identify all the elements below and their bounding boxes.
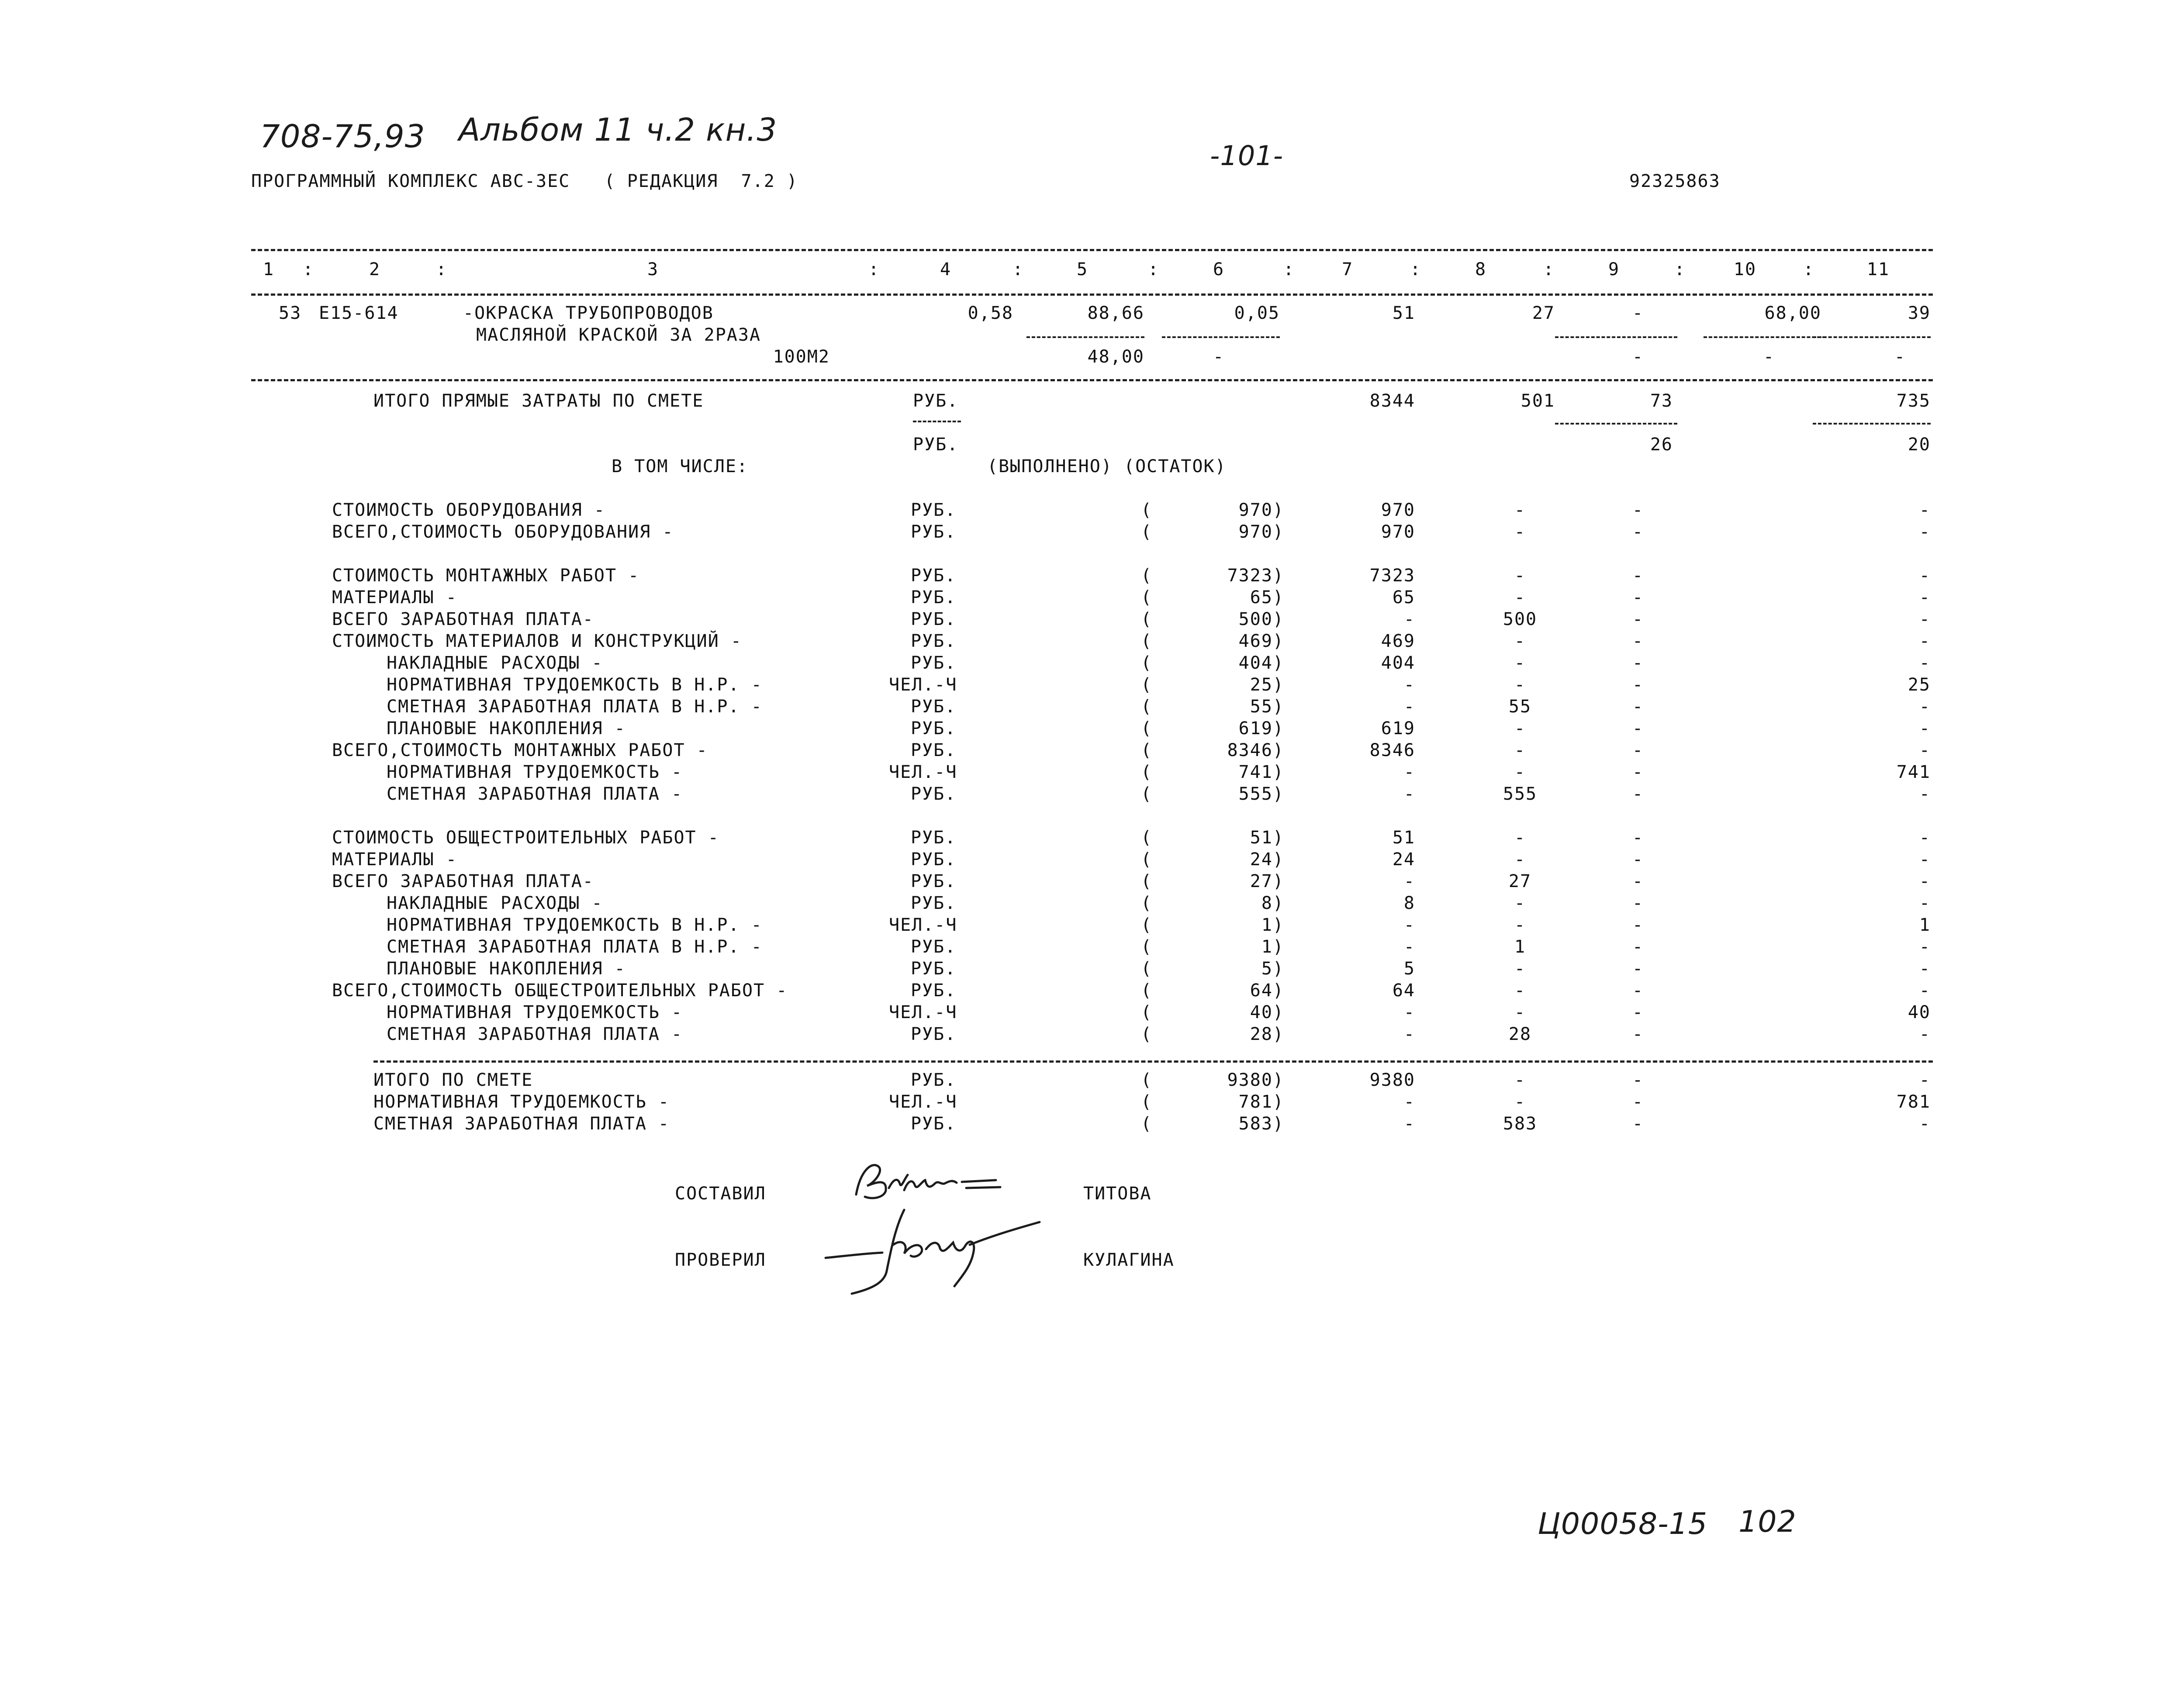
row-label: ВСЕГО,СТОИМОСТЬ МОНТАЖНЫХ РАБОТ -: [332, 740, 708, 760]
row-label: СТОИМОСТЬ МОНТАЖНЫХ РАБОТ -: [332, 566, 640, 586]
row-label: СМЕТНАЯ ЗАРАБОТНАЯ ПЛАТА В Н.Р. -: [387, 697, 763, 717]
row-done-value: 404): [1238, 653, 1284, 673]
row-col-8: -: [1514, 653, 1526, 673]
final-row-unit: ЧЕЛ.-Ч: [889, 1092, 957, 1112]
row-done-value: 55): [1250, 697, 1284, 717]
final-row-col-7: -: [1403, 1092, 1415, 1112]
row-col-11: -: [1919, 850, 1931, 870]
final-row-label: СМЕТНАЯ ЗАРАБОТНАЯ ПЛАТА -: [373, 1114, 670, 1134]
row-open-paren: (: [1141, 762, 1153, 782]
row-col-7: 51: [1392, 828, 1415, 848]
final-row-col-7: 9380: [1369, 1070, 1415, 1090]
row-col-7: -: [1403, 1024, 1415, 1044]
row-col-8: -: [1514, 981, 1526, 1001]
item-col-11-second: -: [1894, 347, 1906, 367]
compiled-label: СОСТАВИЛ: [675, 1184, 766, 1204]
subtotal-divider: [1555, 336, 1677, 338]
row-col-11: -: [1919, 981, 1931, 1001]
item-name-line-2: МАСЛЯНОЙ КРАСКОЙ ЗА 2РАЗА: [476, 325, 761, 345]
row-unit: РУБ.: [911, 1024, 957, 1044]
row-unit: ЧЕЛ.-Ч: [889, 915, 957, 935]
divider: [251, 379, 1933, 381]
column-header-11: 11: [1866, 259, 1890, 280]
row-open-paren: (: [1141, 784, 1153, 804]
row-done-value: 25): [1250, 675, 1284, 695]
row-open-paren: (: [1141, 959, 1153, 979]
row-label: СМЕТНАЯ ЗАРАБОТНАЯ ПЛАТА -: [387, 784, 683, 804]
direct-costs-unit-2: РУБ.: [913, 435, 959, 455]
row-done-value: 555): [1238, 784, 1284, 804]
row-col-11: -: [1919, 587, 1931, 608]
row-unit: РУБ.: [911, 828, 957, 848]
item-col-10-second: -: [1763, 347, 1775, 367]
row-open-paren: (: [1141, 1002, 1153, 1022]
subtotal-divider: [1555, 423, 1677, 425]
row-col-7: -: [1403, 675, 1415, 695]
subtotal-divider: [1704, 336, 1826, 338]
row-unit: ЧЕЛ.-Ч: [889, 1002, 957, 1022]
row-unit: РУБ.: [911, 609, 957, 629]
row-col-11: 40: [1908, 1002, 1931, 1022]
row-open-paren: (: [1141, 893, 1153, 913]
row-col-11: -: [1919, 871, 1931, 891]
column-separator: :: [1674, 259, 1686, 280]
final-row-col-8: -: [1514, 1070, 1526, 1090]
in-that-number-label: В ТОМ ЧИСЛЕ:: [612, 456, 748, 477]
column-header-9: 9: [1608, 259, 1620, 280]
row-col-7: 24: [1392, 850, 1415, 870]
row-label: СТОИМОСТЬ МАТЕРИАЛОВ И КОНСТРУКЦИЙ -: [332, 631, 742, 651]
column-header-1: 1: [263, 259, 275, 280]
row-col-8: -: [1514, 718, 1526, 739]
final-row-col-9: -: [1632, 1114, 1644, 1134]
row-col-8: 555: [1503, 784, 1538, 804]
row-done-value: 619): [1238, 718, 1284, 739]
row-col-11: -: [1919, 697, 1931, 717]
row-col-9: -: [1632, 740, 1644, 760]
row-col-11: -: [1919, 893, 1931, 913]
column-separator: :: [1013, 259, 1024, 280]
column-separator: :: [1803, 259, 1815, 280]
row-label: СТОИМОСТЬ ОБЩЕСТРОИТЕЛЬНЫХ РАБОТ -: [332, 828, 719, 848]
handwritten-doc-number: 708-75,93: [260, 118, 425, 155]
program-header: ПРОГРАММНЫЙ КОМПЛЕКС АВС-3ЕС ( РЕДАКЦИЯ 7.2 ): [251, 171, 798, 191]
row-open-paren: (: [1141, 500, 1153, 520]
row-col-7: -: [1403, 609, 1415, 629]
row-done-value: 40): [1250, 1002, 1284, 1022]
row-unit: РУБ.: [911, 784, 957, 804]
final-row-col-9: -: [1632, 1092, 1644, 1112]
subtotal-divider: [1813, 336, 1931, 338]
row-label: ВСЕГО ЗАРАБОТНАЯ ПЛАТА-: [332, 871, 594, 891]
direct-costs-col-9-second: 26: [1650, 435, 1673, 455]
program-code: 92325863: [1629, 171, 1721, 191]
unit-divider: [913, 421, 961, 422]
row-label: НОРМАТИВНАЯ ТРУДОЕМКОСТЬ В Н.Р. -: [387, 675, 763, 695]
row-col-9: -: [1632, 697, 1644, 717]
row-done-value: 8): [1261, 893, 1284, 913]
row-label: МАТЕРИАЛЫ -: [332, 850, 457, 870]
row-col-11: -: [1919, 609, 1931, 629]
row-col-11: -: [1919, 522, 1931, 542]
row-col-8: -: [1514, 675, 1526, 695]
item-unit: 100М2: [773, 347, 830, 367]
row-col-8: -: [1514, 587, 1526, 608]
row-open-paren: (: [1141, 718, 1153, 739]
row-col-7: 469: [1381, 631, 1415, 651]
row-col-8: -: [1514, 740, 1526, 760]
row-col-9: -: [1632, 587, 1644, 608]
item-col-10: 68,00: [1764, 303, 1821, 323]
row-col-9: -: [1632, 762, 1644, 782]
final-row-col-11: 781: [1896, 1092, 1931, 1112]
direct-costs-col-11: 735: [1896, 391, 1931, 411]
row-col-7: -: [1403, 697, 1415, 717]
row-done-value: 7323): [1227, 566, 1284, 586]
final-row-open-paren: (: [1141, 1070, 1153, 1090]
column-header-2: 2: [369, 259, 381, 280]
row-col-7: -: [1403, 871, 1415, 891]
row-open-paren: (: [1141, 609, 1153, 629]
row-open-paren: (: [1141, 915, 1153, 935]
row-col-9: -: [1632, 850, 1644, 870]
item-col-11: 39: [1908, 303, 1931, 323]
checked-name: КУЛАГИНА: [1083, 1250, 1175, 1270]
row-done-value: 28): [1250, 1024, 1284, 1044]
row-label: СМЕТНАЯ ЗАРАБОТНАЯ ПЛАТА В Н.Р. -: [387, 937, 763, 957]
final-row-open-paren: (: [1141, 1114, 1153, 1134]
row-col-9: -: [1632, 937, 1644, 957]
row-col-11: -: [1919, 718, 1931, 739]
divider: [251, 249, 1933, 251]
item-col-4: 0,58: [968, 303, 1013, 323]
row-label: МАТЕРИАЛЫ -: [332, 587, 457, 608]
row-label: НАКЛАДНЫЕ РАСХОДЫ -: [387, 893, 603, 913]
row-col-7: -: [1403, 915, 1415, 935]
row-col-9: -: [1632, 675, 1644, 695]
row-col-7: 5: [1403, 959, 1415, 979]
column-header-10: 10: [1733, 259, 1757, 280]
final-row-col-7: -: [1403, 1114, 1415, 1134]
done-remain-label: (ВЫПОЛНЕНО) (ОСТАТОК): [987, 456, 1227, 477]
row-unit: РУБ.: [911, 522, 957, 542]
row-col-7: 970: [1381, 500, 1415, 520]
row-col-7: 404: [1381, 653, 1415, 673]
final-row-done-value: 583): [1238, 1114, 1284, 1134]
row-done-value: 24): [1250, 850, 1284, 870]
subtotal-divider: [1026, 336, 1144, 338]
final-row-col-11: -: [1919, 1070, 1931, 1090]
row-unit: РУБ.: [911, 697, 957, 717]
item-col-6-second: -: [1213, 347, 1225, 367]
row-col-8: -: [1514, 566, 1526, 586]
column-separator: :: [1283, 259, 1295, 280]
row-done-value: 5): [1261, 959, 1284, 979]
final-row-done-value: 781): [1238, 1092, 1284, 1112]
row-col-11: -: [1919, 631, 1931, 651]
row-col-11: -: [1919, 740, 1931, 760]
checked-label: ПРОВЕРИЛ: [675, 1250, 766, 1270]
row-unit: РУБ.: [911, 850, 957, 870]
row-col-9: -: [1632, 893, 1644, 913]
row-col-7: 619: [1381, 718, 1415, 739]
row-done-value: 64): [1250, 981, 1284, 1001]
row-open-paren: (: [1141, 937, 1153, 957]
column-separator: :: [1148, 259, 1160, 280]
row-done-value: 970): [1238, 500, 1284, 520]
row-open-paren: (: [1141, 1024, 1153, 1044]
row-col-9: -: [1632, 871, 1644, 891]
row-col-8: -: [1514, 850, 1526, 870]
row-col-8: 500: [1503, 609, 1538, 629]
handwritten-page-number: -101-: [1210, 140, 1284, 172]
row-col-9: -: [1632, 981, 1644, 1001]
row-col-9: -: [1632, 959, 1644, 979]
row-open-paren: (: [1141, 587, 1153, 608]
row-col-11: -: [1919, 828, 1931, 848]
row-col-9: -: [1632, 784, 1644, 804]
row-col-11: 741: [1896, 762, 1931, 782]
row-label: НОРМАТИВНАЯ ТРУДОЕМКОСТЬ -: [387, 762, 683, 782]
handwritten-bottom-page: 102: [1738, 1505, 1797, 1539]
row-col-8: -: [1514, 762, 1526, 782]
item-col-5: 88,66: [1087, 303, 1144, 323]
row-open-paren: (: [1141, 828, 1153, 848]
row-open-paren: (: [1141, 850, 1153, 870]
row-col-11: -: [1919, 784, 1931, 804]
row-unit: РУБ.: [911, 718, 957, 739]
row-unit: РУБ.: [911, 893, 957, 913]
item-col-9: -: [1632, 303, 1644, 323]
direct-costs-col-8: 501: [1521, 391, 1555, 411]
row-col-8: -: [1514, 893, 1526, 913]
divider: [373, 1060, 1933, 1063]
subtotal-divider: [1162, 336, 1280, 338]
row-col-7: 7323: [1369, 566, 1415, 586]
row-open-paren: (: [1141, 653, 1153, 673]
row-col-7: 970: [1381, 522, 1415, 542]
row-open-paren: (: [1141, 871, 1153, 891]
row-col-8: -: [1514, 959, 1526, 979]
row-open-paren: (: [1141, 675, 1153, 695]
row-open-paren: (: [1141, 566, 1153, 586]
row-col-11: -: [1919, 1024, 1931, 1044]
direct-costs-unit: РУБ.: [913, 391, 959, 411]
direct-costs-col-9: 73: [1650, 391, 1673, 411]
row-open-paren: (: [1141, 697, 1153, 717]
column-header-3: 3: [647, 259, 659, 280]
row-col-7: 8: [1403, 893, 1415, 913]
row-label: ВСЕГО ЗАРАБОТНАЯ ПЛАТА-: [332, 609, 594, 629]
row-col-8: 27: [1508, 871, 1532, 891]
row-label: ПЛАНОВЫЕ НАКОПЛЕНИЯ -: [387, 718, 626, 739]
row-col-7: 64: [1392, 981, 1415, 1001]
column-separator: :: [436, 259, 448, 280]
row-col-8: -: [1514, 631, 1526, 651]
final-row-done-value: 9380): [1227, 1070, 1284, 1090]
row-unit: РУБ.: [911, 566, 957, 586]
direct-costs-label: ИТОГО ПРЯМЫЕ ЗАТРАТЫ ПО СМЕТЕ: [373, 391, 704, 411]
row-col-7: -: [1403, 784, 1415, 804]
row-done-value: 65): [1250, 587, 1284, 608]
row-label: НОРМАТИВНАЯ ТРУДОЕМКОСТЬ -: [387, 1002, 683, 1022]
row-unit: РУБ.: [911, 937, 957, 957]
row-col-7: -: [1403, 937, 1415, 957]
row-done-value: 741): [1238, 762, 1284, 782]
item-number: 53: [279, 303, 302, 323]
item-col-9-second: -: [1632, 347, 1644, 367]
row-unit: РУБ.: [911, 740, 957, 760]
row-col-11: -: [1919, 959, 1931, 979]
subtotal-divider: [1813, 423, 1931, 425]
row-unit: ЧЕЛ.-Ч: [889, 675, 957, 695]
row-col-7: -: [1403, 1002, 1415, 1022]
row-done-value: 500): [1238, 609, 1284, 629]
row-col-9: -: [1632, 1002, 1644, 1022]
row-col-8: 28: [1508, 1024, 1532, 1044]
row-col-9: -: [1632, 718, 1644, 739]
row-label: НОРМАТИВНАЯ ТРУДОЕМКОСТЬ В Н.Р. -: [387, 915, 763, 935]
row-done-value: 8346): [1227, 740, 1284, 760]
row-open-paren: (: [1141, 740, 1153, 760]
row-col-8: -: [1514, 915, 1526, 935]
row-col-7: 8346: [1369, 740, 1415, 760]
row-col-11: -: [1919, 653, 1931, 673]
row-col-11: -: [1919, 500, 1931, 520]
column-separator: :: [1410, 259, 1422, 280]
item-col-6: 0,05: [1234, 303, 1280, 323]
compiled-name: ТИТОВА: [1083, 1184, 1152, 1204]
row-col-9: -: [1632, 828, 1644, 848]
row-col-9: -: [1632, 1024, 1644, 1044]
row-col-9: -: [1632, 566, 1644, 586]
row-unit: РУБ.: [911, 653, 957, 673]
row-done-value: 1): [1261, 915, 1284, 935]
row-col-9: -: [1632, 631, 1644, 651]
row-label: НАКЛАДНЫЕ РАСХОДЫ -: [387, 653, 603, 673]
row-col-8: -: [1514, 500, 1526, 520]
row-label: ВСЕГО,СТОИМОСТЬ ОБОРУДОВАНИЯ -: [332, 522, 674, 542]
row-done-value: 51): [1250, 828, 1284, 848]
direct-costs-col-11-second: 20: [1908, 435, 1931, 455]
column-separator: :: [1543, 259, 1555, 280]
row-done-value: 27): [1250, 871, 1284, 891]
item-col-8: 27: [1532, 303, 1555, 323]
row-col-11: 1: [1919, 915, 1931, 935]
signature-checked: [821, 1197, 1048, 1297]
row-col-8: 55: [1508, 697, 1532, 717]
row-label: СТОИМОСТЬ ОБОРУДОВАНИЯ -: [332, 500, 605, 520]
item-col-5-second: 48,00: [1087, 347, 1144, 367]
row-label: ВСЕГО,СТОИМОСТЬ ОБЩЕСТРОИТЕЛЬНЫХ РАБОТ -: [332, 981, 788, 1001]
item-code: Е15-614: [319, 303, 399, 323]
row-open-paren: (: [1141, 631, 1153, 651]
row-unit: ЧЕЛ.-Ч: [889, 762, 957, 782]
row-done-value: 1): [1261, 937, 1284, 957]
row-unit: РУБ.: [911, 500, 957, 520]
final-row-label: НОРМАТИВНАЯ ТРУДОЕМКОСТЬ -: [373, 1092, 670, 1112]
item-col-7: 51: [1392, 303, 1415, 323]
final-row-col-9: -: [1632, 1070, 1644, 1090]
column-header-6: 6: [1213, 259, 1225, 280]
row-col-9: -: [1632, 609, 1644, 629]
column-header-8: 8: [1475, 259, 1487, 280]
column-header-5: 5: [1076, 259, 1089, 280]
row-unit: РУБ.: [911, 631, 957, 651]
row-col-8: 1: [1514, 937, 1526, 957]
row-col-9: -: [1632, 522, 1644, 542]
row-col-7: -: [1403, 762, 1415, 782]
row-open-paren: (: [1141, 522, 1153, 542]
row-col-9: -: [1632, 653, 1644, 673]
column-separator: :: [868, 259, 880, 280]
row-label: ПЛАНОВЫЕ НАКОПЛЕНИЯ -: [387, 959, 626, 979]
final-row-col-8: 583: [1503, 1114, 1538, 1134]
column-header-7: 7: [1341, 259, 1354, 280]
row-col-8: -: [1514, 828, 1526, 848]
final-row-col-8: -: [1514, 1092, 1526, 1112]
row-unit: РУБ.: [911, 981, 957, 1001]
handwritten-bottom-code: Ц00058-15: [1538, 1507, 1708, 1541]
final-row-col-11: -: [1919, 1114, 1931, 1134]
divider: [251, 294, 1933, 296]
row-unit: РУБ.: [911, 959, 957, 979]
row-col-11: -: [1919, 937, 1931, 957]
handwritten-album: Альбом 11 ч.2 кн.3: [459, 111, 778, 148]
row-done-value: 469): [1238, 631, 1284, 651]
row-done-value: 970): [1238, 522, 1284, 542]
row-col-9: -: [1632, 500, 1644, 520]
final-row-open-paren: (: [1141, 1092, 1153, 1112]
final-row-unit: РУБ.: [911, 1114, 957, 1134]
row-open-paren: (: [1141, 981, 1153, 1001]
row-col-11: 25: [1908, 675, 1931, 695]
row-col-7: 65: [1392, 587, 1415, 608]
row-col-8: -: [1514, 1002, 1526, 1022]
row-unit: РУБ.: [911, 871, 957, 891]
row-unit: РУБ.: [911, 587, 957, 608]
item-name-line-1: -ОКРАСКА ТРУБОПРОВОДОВ: [463, 303, 714, 323]
column-header-4: 4: [940, 259, 952, 280]
final-row-unit: РУБ.: [911, 1070, 957, 1090]
row-col-9: -: [1632, 915, 1644, 935]
column-separator: :: [303, 259, 314, 280]
row-col-8: -: [1514, 522, 1526, 542]
row-label: СМЕТНАЯ ЗАРАБОТНАЯ ПЛАТА -: [387, 1024, 683, 1044]
row-col-11: -: [1919, 566, 1931, 586]
direct-costs-col-7: 8344: [1369, 391, 1415, 411]
final-row-label: ИТОГО ПО СМЕТЕ: [373, 1070, 533, 1090]
